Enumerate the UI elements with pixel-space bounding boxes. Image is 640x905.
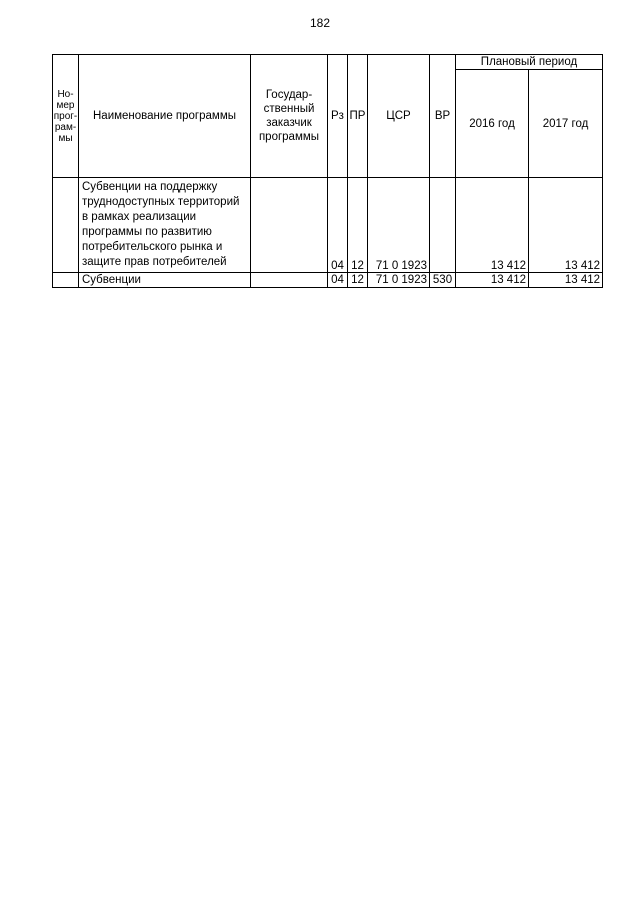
cell-state-customer bbox=[251, 178, 328, 273]
table-row bbox=[53, 273, 603, 288]
cell-pr: 12 bbox=[348, 273, 368, 288]
header-plan-period: Плановый период bbox=[456, 55, 603, 70]
header-program-number-line: Но- bbox=[57, 88, 74, 100]
program-name-line: Субвенции на поддержку bbox=[82, 181, 218, 193]
cell-program-name bbox=[79, 178, 251, 273]
cell-program-number bbox=[53, 273, 79, 288]
header-program-number-line: прог- bbox=[53, 110, 78, 122]
cell-state-customer bbox=[251, 273, 328, 288]
cell-amount-2017: 13 412 bbox=[529, 273, 603, 288]
cell-vr bbox=[430, 178, 456, 273]
header-state-customer-line: программы bbox=[258, 131, 320, 143]
program-name-line: защите прав потребителей bbox=[82, 256, 227, 268]
header-program-number bbox=[53, 55, 79, 178]
program-budget-table bbox=[52, 54, 603, 288]
header-row-top bbox=[53, 55, 603, 70]
header-vr: ВР bbox=[430, 55, 456, 178]
page-number: 182 bbox=[309, 16, 331, 30]
header-csr: ЦСР bbox=[368, 55, 430, 178]
cell-rz: 04 bbox=[328, 178, 348, 273]
header-year-2016: 2016 год bbox=[456, 70, 529, 178]
cell-rz: 04 bbox=[328, 273, 348, 288]
cell-csr: 71 0 1923 bbox=[368, 273, 430, 288]
program-name-line: программы по развитию bbox=[82, 226, 212, 238]
cell-program-name bbox=[79, 273, 251, 288]
header-state-customer-line: Государ- bbox=[265, 89, 313, 101]
program-name-line: Субвенции bbox=[82, 274, 141, 286]
program-name-line: потребительского рынка и bbox=[82, 241, 223, 253]
header-program-name: Наименование программы bbox=[79, 55, 251, 178]
cell-amount-2016: 13 412 bbox=[456, 273, 529, 288]
header-program-number-line: мер bbox=[56, 99, 75, 111]
header-state-customer-line: заказчик bbox=[266, 117, 312, 129]
cell-amount-2017: 13 412 bbox=[529, 178, 603, 273]
cell-program-number bbox=[53, 178, 79, 273]
cell-csr: 71 0 1923 bbox=[368, 178, 430, 273]
header-program-number-line: мы bbox=[58, 132, 73, 144]
header-program-number-line: рам- bbox=[54, 121, 77, 133]
header-year-2017: 2017 год bbox=[529, 70, 603, 178]
program-name-line: труднодоступных территорий bbox=[82, 196, 240, 208]
header-rz: Рз bbox=[328, 55, 348, 178]
header-state-customer-line: ственный bbox=[263, 103, 315, 115]
cell-pr: 12 bbox=[348, 178, 368, 273]
header-state-customer bbox=[251, 55, 328, 178]
table-row bbox=[53, 178, 603, 273]
program-name-line: в рамках реализации bbox=[82, 211, 197, 223]
cell-amount-2016: 13 412 bbox=[456, 178, 529, 273]
header-pr: ПР bbox=[348, 55, 368, 178]
cell-vr: 530 bbox=[430, 273, 456, 288]
